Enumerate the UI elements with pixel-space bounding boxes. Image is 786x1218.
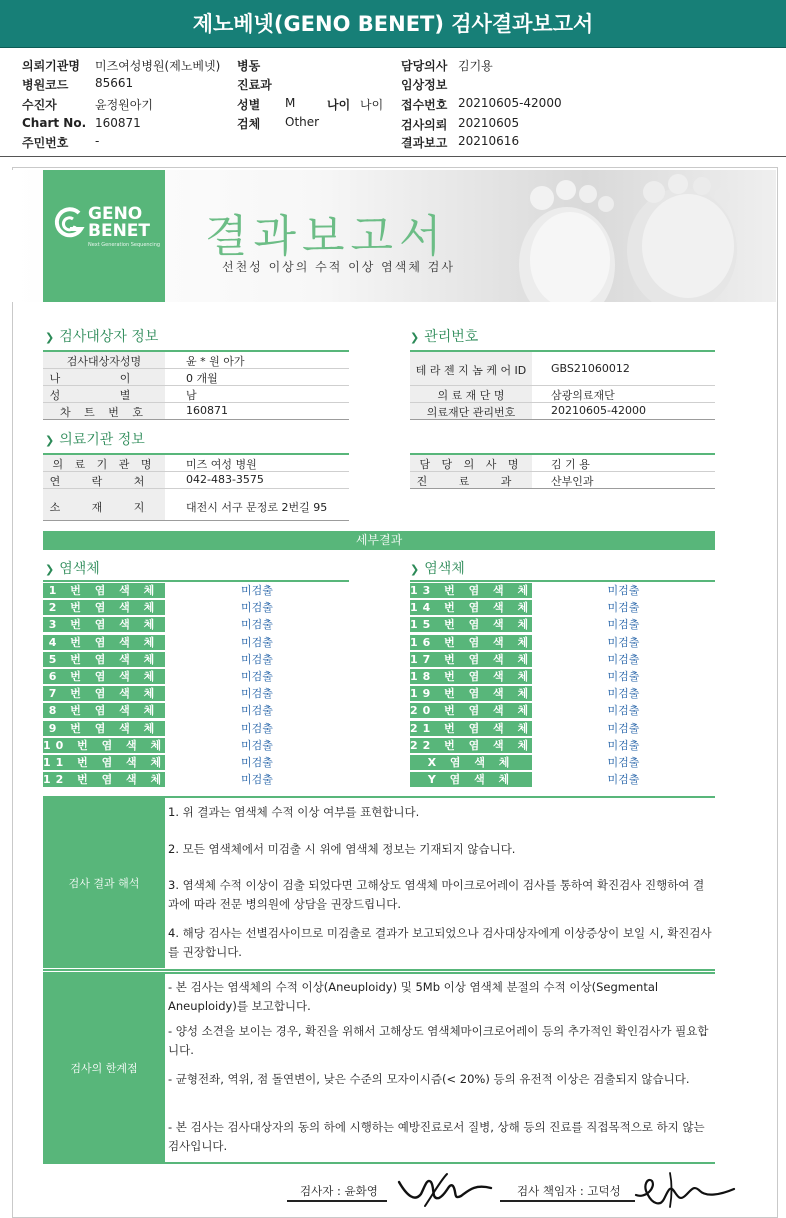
- institution-value-address: 대전시 서구 문정로 2번길 95: [186, 501, 328, 514]
- doctor-value-department: 산부인과: [551, 475, 594, 488]
- section-arrow-icon: ❯: [45, 563, 55, 576]
- header-label-clinical-info: 임상정보: [401, 78, 448, 92]
- subject-value-chart: 160871: [186, 404, 228, 417]
- left-chromosome-result: 미검출: [241, 670, 273, 683]
- right-chromosome-result: 미검출: [607, 670, 640, 683]
- subject-section-title: ❯ 검사대상자 정보: [45, 329, 159, 345]
- header-divider: [0, 156, 786, 157]
- right-chromosome-result: 미검출: [607, 584, 640, 597]
- header-label-sex: 성별: [237, 98, 261, 112]
- right-chromosome-result: 미검출: [607, 738, 640, 752]
- tester-signature-image: [395, 1168, 495, 1210]
- right-chromosome-label: 21 번 염 색 체: [410, 721, 534, 735]
- header-value-request-date: 20210605: [458, 116, 520, 130]
- right-chromosome-label: 22 번 염 색 체: [410, 738, 534, 752]
- chromosome-left-title: ❯ 염색체: [45, 561, 100, 577]
- left-chromosome-result: 미검출: [241, 773, 273, 787]
- management-label-foundation: 의 료 재 단 명: [437, 389, 505, 402]
- header-value-resident-no: -: [95, 134, 100, 148]
- section-arrow-icon: ❯: [45, 331, 55, 344]
- header-label-resident-no: 주민번호: [22, 136, 69, 150]
- interpretation-para-2: 2. 모든 염색체에서 미검출 시 위에 염색체 정보는 기재되지 않습니다.: [168, 842, 516, 856]
- doctor-value-name: 김 기 용: [551, 458, 590, 471]
- left-chromosome-result: 미검출: [241, 721, 273, 735]
- header-value-doctor: 김기용: [458, 59, 493, 73]
- right-chromosome-result: 미검출: [607, 652, 640, 666]
- left-chromosome-result: 미검출: [241, 601, 273, 615]
- institution-label-name: 의 료 기 관 명: [52, 458, 156, 471]
- right-chromosome-result: 미검출: [607, 704, 640, 718]
- right-chromosome-label: 16 번 염 색 체: [410, 635, 534, 649]
- left-chromosome-label: 3 번 염 색 체: [43, 617, 165, 632]
- institution-label-address: 소 재 지: [49, 501, 159, 514]
- institution-value-contact: 042-483-3575: [186, 473, 264, 486]
- report-title: 제노베넷(GENO BENET) 검사결과보고서: [0, 0, 786, 48]
- baby-feet-image: [492, 170, 772, 302]
- left-chromosome-result: 미검출: [241, 584, 273, 597]
- header-label-department: 진료과: [237, 78, 272, 92]
- left-chromosome-result: 미검출: [241, 687, 273, 701]
- right-chromosome-result: 미검출: [607, 687, 640, 701]
- left-chromosome-label: 1 번 염 색 체: [43, 583, 165, 598]
- left-chromosome-result: 미검출: [241, 756, 273, 769]
- subject-label-sex: 성 별: [49, 389, 159, 402]
- right-chromosome-label: 14 번 염 색 체: [410, 601, 534, 615]
- right-chromosome-label: 15 번 염 색 체: [410, 618, 534, 632]
- management-label-id: 테 라 젠 지 놈 케 어 ID: [415, 364, 527, 377]
- header-label-hospital-code: 병원코드: [22, 78, 69, 92]
- header-label-chart-no: Chart No.: [22, 116, 87, 130]
- interpretation-para-3: 3. 염색체 수적 이상이 검출 되었다면 고해상도 염색체 마이크로어레이 검사를 통하여 확진검사 진행하여 결과에 따라 전문 병의원에 상담을 권장드립니다.: [168, 878, 705, 911]
- right-chromosome-label: 20 번 염 색 체: [410, 704, 534, 718]
- left-chromosome-result: 미검출: [241, 738, 273, 752]
- responsible-signature-image: [630, 1165, 740, 1211]
- header-label-request-date: 검사의뢰: [401, 118, 448, 132]
- subject-value-age: 0 개월: [186, 372, 218, 385]
- management-section-title: ❯ 관리번호: [410, 329, 479, 345]
- limitations-para-3: - 균형전좌, 역위, 점 돌연변이, 낮은 수준의 모자이시즘(< 20%) 등의 유전적 이상은 검출되지 않습니다.: [168, 1072, 690, 1086]
- right-chromosome-result: 미검출: [607, 618, 640, 632]
- header-value-report-date: 20210616: [458, 134, 520, 148]
- right-chromosome-result: 미검출: [607, 635, 640, 649]
- left-chromosome-result: 미검출: [241, 652, 273, 666]
- left-chromosome-label: 6 번 염 색 체: [43, 669, 165, 684]
- left-chromosome-label: 12 번 염 색 체: [43, 773, 167, 787]
- right-chromosome-result: 미검출: [607, 756, 640, 769]
- subject-label-chart: 차 트 번 호: [60, 406, 148, 419]
- subject-label-name: 검사대상자성명: [66, 355, 142, 368]
- banner-title: 결과보고서: [205, 211, 448, 262]
- section-arrow-icon: ❯: [410, 331, 420, 344]
- left-chromosome-result: 미검출: [241, 618, 273, 632]
- limitations-label: 검사의 한계점: [43, 974, 165, 1162]
- geno-benet-logo-icon: [53, 205, 85, 241]
- institution-section-title: ❯ 의료기관 정보: [45, 432, 145, 448]
- header-label-receipt-no: 접수번호: [401, 98, 448, 112]
- right-chromosome-label: Y 염 색 체: [410, 772, 532, 787]
- right-chromosome-result: 미검출: [607, 601, 640, 615]
- management-value-id: GBS21060012: [551, 362, 630, 375]
- right-chromosome-label: 18 번 염 색 체: [410, 670, 534, 683]
- header-label-age: 나이: [327, 98, 351, 112]
- institution-value-name: 미즈 여성 병원: [186, 458, 257, 471]
- left-chromosome-label: 4 번 염 색 체: [43, 635, 165, 650]
- logo-text: GENO BENET: [88, 204, 151, 241]
- left-chromosome-label: 5 번 염 색 체: [43, 652, 165, 667]
- right-chromosome-result: 미검출: [607, 721, 640, 735]
- right-chromosome-label: 17 번 염 색 체: [410, 652, 534, 666]
- left-chromosome-result: 미검출: [241, 704, 273, 718]
- header-value-age: 나이: [360, 98, 384, 112]
- interpretation-para-4: 4. 해당 검사는 선별검사이므로 미검출로 결과가 보고되었으나 검사대상자에게 이상증상이 보일 시, 확진검사를 권장합니다.: [168, 926, 712, 959]
- right-chromosome-label: 19 번 염 색 체: [410, 687, 534, 701]
- left-chromosome-label: 2 번 염 색 체: [43, 600, 165, 615]
- left-chromosome-result: 미검출: [241, 635, 273, 649]
- right-chromosome-result: 미검출: [607, 773, 640, 787]
- doctor-label-name: 담 당 의 사 명: [419, 458, 523, 471]
- tester-signature-label: 검사자 : 윤화영: [300, 1184, 378, 1198]
- limitations-para-1: - 본 검사는 염색체의 수적 이상(Aneuploidy) 및 5Mb 이상 염색체 분절의 수적 이상(Segmental Aneuploidy)를 보고합니다.: [168, 980, 659, 1013]
- header-value-institution: 미즈여성병원(제노베넷): [95, 59, 221, 73]
- left-chromosome-label: 8 번 염 색 체: [43, 703, 165, 718]
- left-chromosome-label: 11 번 염 색 체: [43, 756, 167, 769]
- banner-subtitle: 선천성 이상의 수적 이상 염색체 검사: [222, 260, 455, 274]
- header-value-sex: M: [285, 96, 296, 110]
- header-value-receipt-no: 20210605-42000: [458, 96, 562, 110]
- limitations-para-2: - 양성 소견을 보이는 경우, 확진을 위해서 고해상도 염색체마이크로어레이 등의 추가적인 확인검사가 필요합니다.: [168, 1024, 709, 1057]
- interpretation-para-1: 1. 위 결과는 염색체 수적 이상 여부를 표현합니다.: [168, 805, 420, 819]
- right-chromosome-label: X 염 색 체: [410, 755, 532, 770]
- subject-value-sex: 남: [186, 389, 197, 402]
- header-label-institution: 의뢰기관명: [22, 59, 80, 73]
- logo-subtext: Next Generation Sequencing: [88, 242, 161, 248]
- institution-label-contact: 연 락 처: [49, 475, 159, 488]
- header-label-doctor: 담당의사: [401, 59, 448, 73]
- left-chromosome-label: 9 번 염 색 체: [43, 721, 165, 736]
- header-value-specimen: Other: [285, 115, 320, 129]
- responsible-signature-label: 검사 책임자 : 고덕성: [517, 1184, 621, 1198]
- header-value-patient: 윤정원아기: [95, 98, 153, 112]
- subject-label-age: 나 이: [49, 372, 159, 385]
- chromosome-right-title: ❯ 염색체: [410, 561, 465, 577]
- limitations-para-4: - 본 검사는 검사대상자의 동의 하에 시행하는 예방진료로서 질병, 상해 등의 진료를 직접목적으로 하지 않는 검사입니다.: [168, 1120, 705, 1153]
- subject-value-name: 윤 * 원 아가: [186, 355, 245, 368]
- header-label-ward: 병동: [237, 59, 261, 73]
- doctor-label-department: 진 료 과: [416, 475, 526, 488]
- header-value-hospital-code: 85661: [95, 76, 134, 90]
- management-label-foundation-no: 의료재단 관리번호: [426, 406, 516, 419]
- header-label-patient: 수진자: [22, 98, 57, 112]
- left-chromosome-label: 10 번 염 색 체: [43, 738, 167, 752]
- header-value-chart-no: 160871: [95, 116, 141, 130]
- interpretation-label: 검사 결과 해석: [43, 798, 165, 968]
- right-chromosome-label: 13 번 염 색 체: [410, 584, 534, 597]
- management-value-foundation: 삼광의료재단: [551, 389, 615, 402]
- left-chromosome-label: 7 번 염 색 체: [43, 686, 165, 701]
- section-arrow-icon: ❯: [45, 434, 55, 447]
- header-label-report-date: 결과보고: [401, 136, 448, 150]
- management-value-foundation-no: 20210605-42000: [551, 404, 646, 417]
- section-arrow-icon: ❯: [410, 563, 420, 576]
- header-label-specimen: 검체: [237, 117, 261, 131]
- details-bar: 세부결과: [43, 531, 715, 550]
